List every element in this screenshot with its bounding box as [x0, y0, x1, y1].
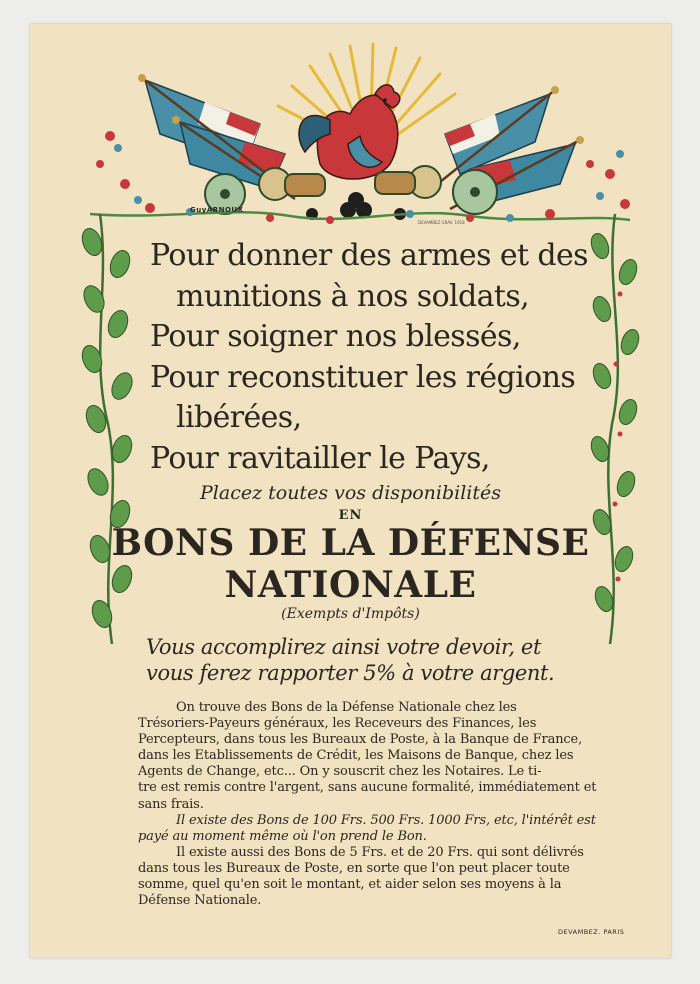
headline-line: Pour soigner nos blessés,: [150, 319, 521, 354]
headline-line: Pour donner des armes et des: [150, 238, 588, 273]
body-line: sans frais.: [138, 796, 204, 812]
devoir-line: Vous accomplirez ainsi votre devoir, et: [146, 635, 541, 659]
body-line: Il existe aussi des Bons de 5 Frs. et de 20 Frs. qui sont délivrés: [176, 844, 584, 860]
body-line: somme, quel qu'en soit le montant, et aider selon ses moyens à la: [138, 877, 562, 893]
exempt-note: (Exempts d'Impôts): [281, 606, 420, 622]
main-title-line2: NATIONALE: [224, 564, 477, 606]
en-label: EN: [338, 508, 363, 523]
body-text: [138, 700, 638, 909]
headline-line: Pour reconstituer les régions: [150, 359, 576, 395]
body-line: Percepteurs, dans tous les Bureaux de Poste, à la Banque de France,: [138, 732, 583, 748]
headline: [150, 236, 590, 479]
right-flags: [425, 86, 584, 209]
body-line: On trouve des Bons de la Défense Nationale chez les: [176, 700, 517, 715]
body-line: Agents de Change, etc... On y souscrit chez les Notaires. Le ti-: [138, 764, 542, 780]
printer-credit: DEVAMBEZ. PARIS: [558, 928, 625, 936]
headline-line: libérées,: [176, 400, 302, 435]
devoir-text: [146, 634, 606, 686]
body-line: Défense Nationale.: [138, 893, 262, 909]
body-line: dans les Etablissements de Crédit, les Maisons de Banque, chez les: [138, 748, 574, 764]
body-line: tre est remis contre l'argent, sans aucune formalité, immédiatement et: [138, 780, 597, 796]
placez-line: Placez toutes vos disponibilités: [200, 482, 501, 504]
body-line: Il existe des Bons de 100 Frs. 500 Frs. 1000 Frs, etc, l'intérêt est: [176, 812, 596, 828]
poster: [30, 24, 671, 958]
headline-line: Pour ravitailler le Pays,: [150, 440, 490, 476]
main-title-line1: BONS DE LA DÉFENSE: [111, 522, 590, 564]
artist-signature: GuyARNOUX: [190, 206, 244, 214]
engraver-mark: DEVAMBEZ GRAV. 1918: [418, 220, 465, 225]
main-title: [30, 522, 671, 606]
headline-line: munitions à nos soldats,: [176, 278, 530, 314]
devoir-line: vous ferez rapporter 5% à votre argent.: [146, 661, 555, 685]
body-line: dans tous les Bureaux de Poste, en sorte que l'on peut placer toute: [138, 860, 570, 876]
body-line: payé au moment même où l'on prend le Bon.: [138, 828, 427, 844]
body-line: Trésoriers-Payeurs généraux, les Receveurs des Finances, les: [138, 716, 537, 732]
